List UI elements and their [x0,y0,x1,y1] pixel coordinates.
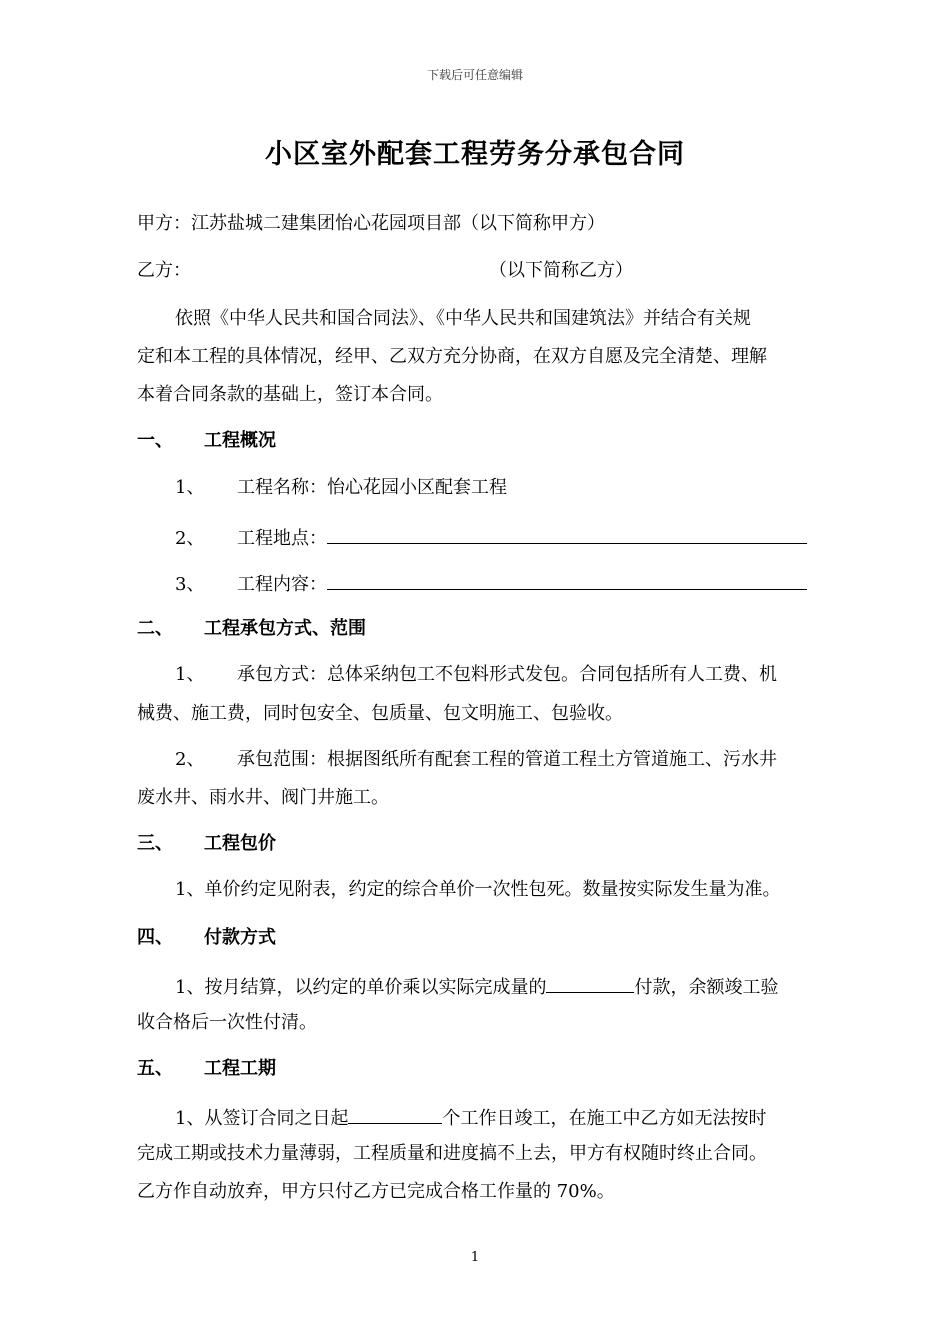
s2-item-2-line-1 [175,748,777,772]
fill-in-blank [327,523,807,544]
section-1-heading [137,429,276,453]
s1-item-2 [175,523,807,551]
item-text: 承包方式：总体采纳包工不包料形式发包。合同包括所有人工费、机 [237,664,777,685]
header-note: 下载后可任意编辑 [426,68,523,82]
item-text: 付款，余额竣工验 [634,977,779,998]
item-number: 2、 [175,749,205,770]
section-3-heading [137,832,276,856]
item-text: 1、从签订合同之日起 [175,1108,349,1129]
party-b-line [137,259,817,283]
party-a-line: 甲方：江苏盐城二建集团怡心花园项目部（以下简称甲方） [137,213,605,234]
s2-item-2-line-2: 废水井、雨水井、阀门井施工。 [137,787,389,808]
party-b-suffix: （以下简称乙方） [489,260,633,281]
section-number: 四、 [137,927,173,948]
s5-item-1-line-1 [175,1103,766,1131]
section-title: 工程包价 [204,833,276,854]
section-title: 工程工期 [204,1058,276,1079]
item-text: 承包范围：根据图纸所有配套工程的管道工程土方管道施工、污水井 [237,749,777,770]
party-b-label: 乙方： [137,260,191,281]
intro-line-1: 依照《中华人民共和国合同法》、《中华人民共和国建筑法》并结合有关规 [175,308,751,329]
section-5-heading [137,1057,276,1081]
intro-line-2: 定和本工程的具体情况，经甲、乙双方充分协商，在双方自愿及完全清楚、理解 [137,346,767,367]
fill-in-blank [348,1103,442,1124]
item-number: 1、 [175,664,205,685]
fill-in-blank [546,972,634,993]
s5-item-1-line-3: 乙方作自动放弃，甲方只付乙方已完成合格工作量的 70%。 [137,1181,615,1202]
item-text: 工程内容： [237,574,327,595]
item-text: 1、按月结算，以约定的单价乘以实际完成量的 [175,977,547,998]
section-2-heading [137,617,366,641]
document-title: 小区室外配套工程劳务分承包合同 [265,139,685,170]
s4-item-1-line-1 [175,972,778,1000]
s2-item-1-line-2: 械费、施工费，同时包安全、包质量、包文明施工、包验收。 [137,703,623,724]
s2-item-1-line-1 [175,663,777,687]
section-title: 付款方式 [204,927,276,948]
item-number: 1、 [175,477,205,498]
section-number: 一、 [137,430,173,451]
item-number: 2、 [175,528,205,549]
item-text: 个工作日竣工，在施工中乙方如无法按时 [442,1108,767,1129]
s3-item-1: 1、单价约定见附表，约定的综合单价一次性包死。数量按实际发生量为准。 [175,879,781,900]
page-number: 1 [470,1250,480,1265]
s1-item-1 [175,476,507,500]
fill-in-blank [327,569,807,590]
section-title: 工程概况 [204,430,276,451]
s1-item-3 [175,569,807,597]
s5-item-1-line-2: 完成工期或技术力量薄弱，工程质量和进度搞不上去，甲方有权随时终止合同。 [137,1143,767,1164]
item-text: 工程名称：怡心花园小区配套工程 [237,477,507,498]
section-number: 二、 [137,618,173,639]
section-4-heading [137,926,276,950]
item-number: 3、 [175,574,205,595]
section-title: 工程承包方式、范围 [204,618,366,639]
intro-line-3: 本着合同条款的基础上，签订本合同。 [137,384,443,405]
section-number: 五、 [137,1058,173,1079]
s4-item-1-line-2: 收合格后一次性付清。 [137,1012,317,1033]
item-text: 工程地点： [237,528,327,549]
section-number: 三、 [137,833,173,854]
